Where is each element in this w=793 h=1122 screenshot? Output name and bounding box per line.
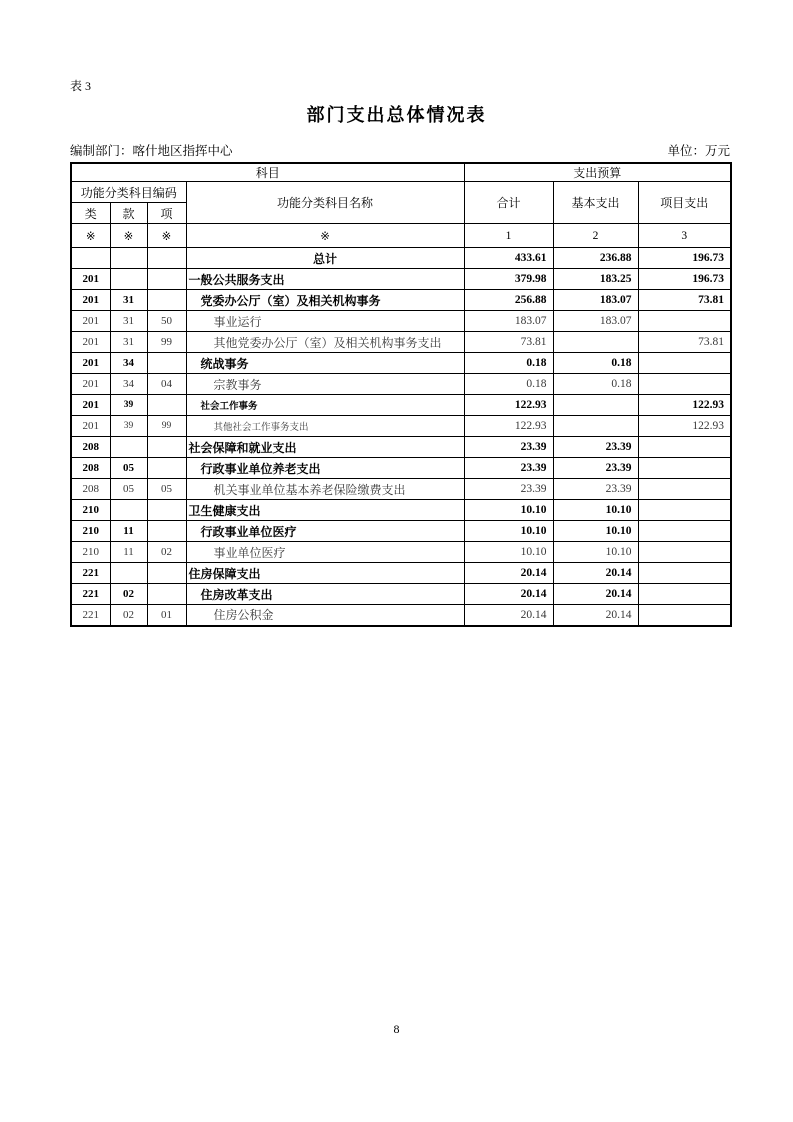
subject-name-cell: 机关事业单位基本养老保险缴费支出	[186, 479, 464, 500]
total-value-cell: 23.39	[464, 458, 553, 479]
subject-name-cell: 宗教事务	[186, 374, 464, 395]
basic-value-cell	[553, 416, 638, 437]
header-row-groups	[71, 163, 731, 182]
subject-name-cell: 其他社会工作事务支出	[186, 416, 464, 437]
budget-group-header: 支出预算	[464, 163, 731, 182]
subject-group-header: 科目	[71, 163, 464, 182]
subject-name-cell: 行政事业单位医疗	[186, 521, 464, 542]
basic-colno-cell: 2	[553, 224, 638, 248]
total-value-cell: 10.10	[464, 542, 553, 563]
code-lei-cell: 221	[71, 584, 110, 605]
xiang-mark-cell: ※	[147, 224, 186, 248]
project-value-cell	[638, 479, 731, 500]
project-value-cell	[638, 542, 731, 563]
code-kuan-cell: 31	[110, 290, 147, 311]
table-row	[71, 500, 731, 521]
xiang-column-header: 项	[147, 203, 186, 224]
kuan-mark-cell: ※	[110, 224, 147, 248]
code-xiang-cell: 50	[147, 311, 186, 332]
code-kuan-cell: 02	[110, 605, 147, 626]
total-column-header: 合计	[464, 182, 553, 224]
subject-name-cell: 行政事业单位养老支出	[186, 458, 464, 479]
code-lei-cell: 208	[71, 458, 110, 479]
code-kuan-cell	[110, 563, 147, 584]
project-value-cell	[638, 500, 731, 521]
code-lei-cell: 201	[71, 395, 110, 416]
basic-value-cell	[553, 395, 638, 416]
total-value-cell: 23.39	[464, 437, 553, 458]
code-xiang-cell: 02	[147, 542, 186, 563]
project-colno-cell: 3	[638, 224, 731, 248]
code-lei-cell: 201	[71, 269, 110, 290]
code-xiang-cell	[147, 584, 186, 605]
table-row	[71, 605, 731, 626]
table-row	[71, 584, 731, 605]
code-lei-cell: 201	[71, 290, 110, 311]
table-row	[71, 542, 731, 563]
code-kuan-cell: 39	[110, 416, 147, 437]
project-value-cell: 73.81	[638, 290, 731, 311]
page-title: 部门支出总体情况表	[306, 105, 487, 125]
code-lei-cell: 201	[71, 332, 110, 353]
code-kuan-cell	[110, 437, 147, 458]
total-value-cell: 20.14	[464, 605, 553, 626]
table-row	[71, 563, 731, 584]
code-xiang-cell: 04	[147, 374, 186, 395]
total-value-cell: 122.93	[464, 416, 553, 437]
table-row	[71, 311, 731, 332]
project-value-cell	[638, 311, 731, 332]
table-row	[71, 521, 731, 542]
code-xiang-cell	[147, 269, 186, 290]
basic-value-cell: 10.10	[553, 542, 638, 563]
code-kuan-cell: 31	[110, 311, 147, 332]
unit-label: 单位：万元	[667, 144, 730, 158]
code-kuan-cell: 11	[110, 542, 147, 563]
subject-name-cell: 住房改革支出	[186, 584, 464, 605]
code-xiang-cell	[147, 458, 186, 479]
project-value-cell	[638, 521, 731, 542]
code-lei-cell: 201	[71, 353, 110, 374]
project-column-header: 项目支出	[638, 182, 731, 224]
subject-name-cell: 一般公共服务支出	[186, 269, 464, 290]
project-value-cell: 196.73	[638, 248, 731, 269]
total-value-cell: 20.14	[464, 563, 553, 584]
subject-name-cell: 住房公积金	[186, 605, 464, 626]
project-value-cell	[638, 563, 731, 584]
project-value-cell	[638, 353, 731, 374]
total-value-cell: 183.07	[464, 311, 553, 332]
name-column-header: 功能分类科目名称	[186, 182, 464, 224]
total-value-cell: 433.61	[464, 248, 553, 269]
subject-name-cell: 统战事务	[186, 353, 464, 374]
code-lei-cell: 210	[71, 542, 110, 563]
project-value-cell	[638, 605, 731, 626]
header-row-code-group	[71, 182, 731, 203]
total-value-cell: 73.81	[464, 332, 553, 353]
code-kuan-cell: 31	[110, 332, 147, 353]
table-header	[71, 163, 731, 248]
code-xiang-cell	[147, 563, 186, 584]
total-value-cell: 10.10	[464, 500, 553, 521]
total-value-cell: 0.18	[464, 353, 553, 374]
code-lei-cell: 201	[71, 374, 110, 395]
project-value-cell: 122.93	[638, 395, 731, 416]
total-value-cell: 23.39	[464, 479, 553, 500]
table-row	[71, 248, 731, 269]
table-row	[71, 332, 731, 353]
code-kuan-cell: 39	[110, 395, 147, 416]
subject-name-cell: 总计	[186, 248, 464, 269]
code-xiang-cell: 99	[147, 416, 186, 437]
code-lei-cell	[71, 248, 110, 269]
table-body	[71, 248, 731, 626]
lei-column-header: 类	[71, 203, 110, 224]
table-row	[71, 458, 731, 479]
subject-name-cell: 社会工作事务	[186, 395, 464, 416]
basic-value-cell: 20.14	[553, 584, 638, 605]
basic-value-cell	[553, 332, 638, 353]
subject-name-cell: 党委办公厅（室）及相关机构事务	[186, 290, 464, 311]
table-row	[71, 353, 731, 374]
code-kuan-cell: 02	[110, 584, 147, 605]
code-kuan-cell: 34	[110, 353, 147, 374]
code-xiang-cell	[147, 290, 186, 311]
basic-value-cell: 20.14	[553, 563, 638, 584]
table-row	[71, 269, 731, 290]
basic-value-cell: 20.14	[553, 605, 638, 626]
basic-value-cell: 183.25	[553, 269, 638, 290]
subject-name-cell: 住房保障支出	[186, 563, 464, 584]
basic-value-cell: 23.39	[553, 458, 638, 479]
code-xiang-cell	[147, 353, 186, 374]
table-row	[71, 290, 731, 311]
code-kuan-cell	[110, 248, 147, 269]
code-lei-cell: 208	[71, 437, 110, 458]
prepared-by-label: 编制部门：喀什地区指挥中心	[70, 144, 233, 158]
table-label: 表 3	[70, 79, 92, 93]
subject-name-cell: 其他党委办公厅（室）及相关机构事务支出	[186, 332, 464, 353]
code-lei-cell: 208	[71, 479, 110, 500]
code-kuan-cell: 05	[110, 458, 147, 479]
project-value-cell	[638, 374, 731, 395]
basic-value-cell: 236.88	[553, 248, 638, 269]
code-xiang-cell	[147, 500, 186, 521]
table-row	[71, 437, 731, 458]
table-row	[71, 395, 731, 416]
subject-name-cell: 事业单位医疗	[186, 542, 464, 563]
header-row-marks	[71, 224, 731, 248]
total-colno-cell: 1	[464, 224, 553, 248]
code-kuan-cell: 05	[110, 479, 147, 500]
basic-column-header: 基本支出	[553, 182, 638, 224]
subject-name-cell: 事业运行	[186, 311, 464, 332]
page-number: 8	[393, 1022, 400, 1036]
code-lei-cell: 221	[71, 605, 110, 626]
basic-value-cell: 23.39	[553, 437, 638, 458]
code-lei-cell: 201	[71, 311, 110, 332]
basic-value-cell: 23.39	[553, 479, 638, 500]
code-kuan-cell	[110, 269, 147, 290]
total-value-cell: 20.14	[464, 584, 553, 605]
code-kuan-cell	[110, 500, 147, 521]
code-xiang-cell: 05	[147, 479, 186, 500]
project-value-cell	[638, 584, 731, 605]
basic-value-cell: 0.18	[553, 353, 638, 374]
code-lei-cell: 201	[71, 416, 110, 437]
budget-table	[70, 162, 732, 627]
project-value-cell	[638, 458, 731, 479]
code-kuan-cell: 11	[110, 521, 147, 542]
total-value-cell: 379.98	[464, 269, 553, 290]
name-mark-cell: ※	[186, 224, 464, 248]
code-xiang-cell	[147, 437, 186, 458]
code-kuan-cell: 34	[110, 374, 147, 395]
lei-mark-cell: ※	[71, 224, 110, 248]
total-value-cell: 0.18	[464, 374, 553, 395]
subject-name-cell: 卫生健康支出	[186, 500, 464, 521]
project-value-cell	[638, 437, 731, 458]
meta-row	[70, 141, 730, 159]
code-lei-cell: 221	[71, 563, 110, 584]
basic-value-cell: 183.07	[553, 311, 638, 332]
project-value-cell: 73.81	[638, 332, 731, 353]
table-row	[71, 479, 731, 500]
code-xiang-cell	[147, 248, 186, 269]
kuan-column-header: 款	[110, 203, 147, 224]
code-group-header: 功能分类科目编码	[71, 182, 186, 203]
code-xiang-cell	[147, 521, 186, 542]
total-value-cell: 10.10	[464, 521, 553, 542]
basic-value-cell: 0.18	[553, 374, 638, 395]
basic-value-cell: 10.10	[553, 500, 638, 521]
table-row	[71, 374, 731, 395]
total-value-cell: 256.88	[464, 290, 553, 311]
subject-name-cell: 社会保障和就业支出	[186, 437, 464, 458]
code-lei-cell: 210	[71, 500, 110, 521]
project-value-cell: 122.93	[638, 416, 731, 437]
code-lei-cell: 210	[71, 521, 110, 542]
code-xiang-cell: 99	[147, 332, 186, 353]
code-xiang-cell	[147, 395, 186, 416]
total-value-cell: 122.93	[464, 395, 553, 416]
basic-value-cell: 10.10	[553, 521, 638, 542]
table-row	[71, 416, 731, 437]
project-value-cell: 196.73	[638, 269, 731, 290]
code-xiang-cell: 01	[147, 605, 186, 626]
basic-value-cell: 183.07	[553, 290, 638, 311]
